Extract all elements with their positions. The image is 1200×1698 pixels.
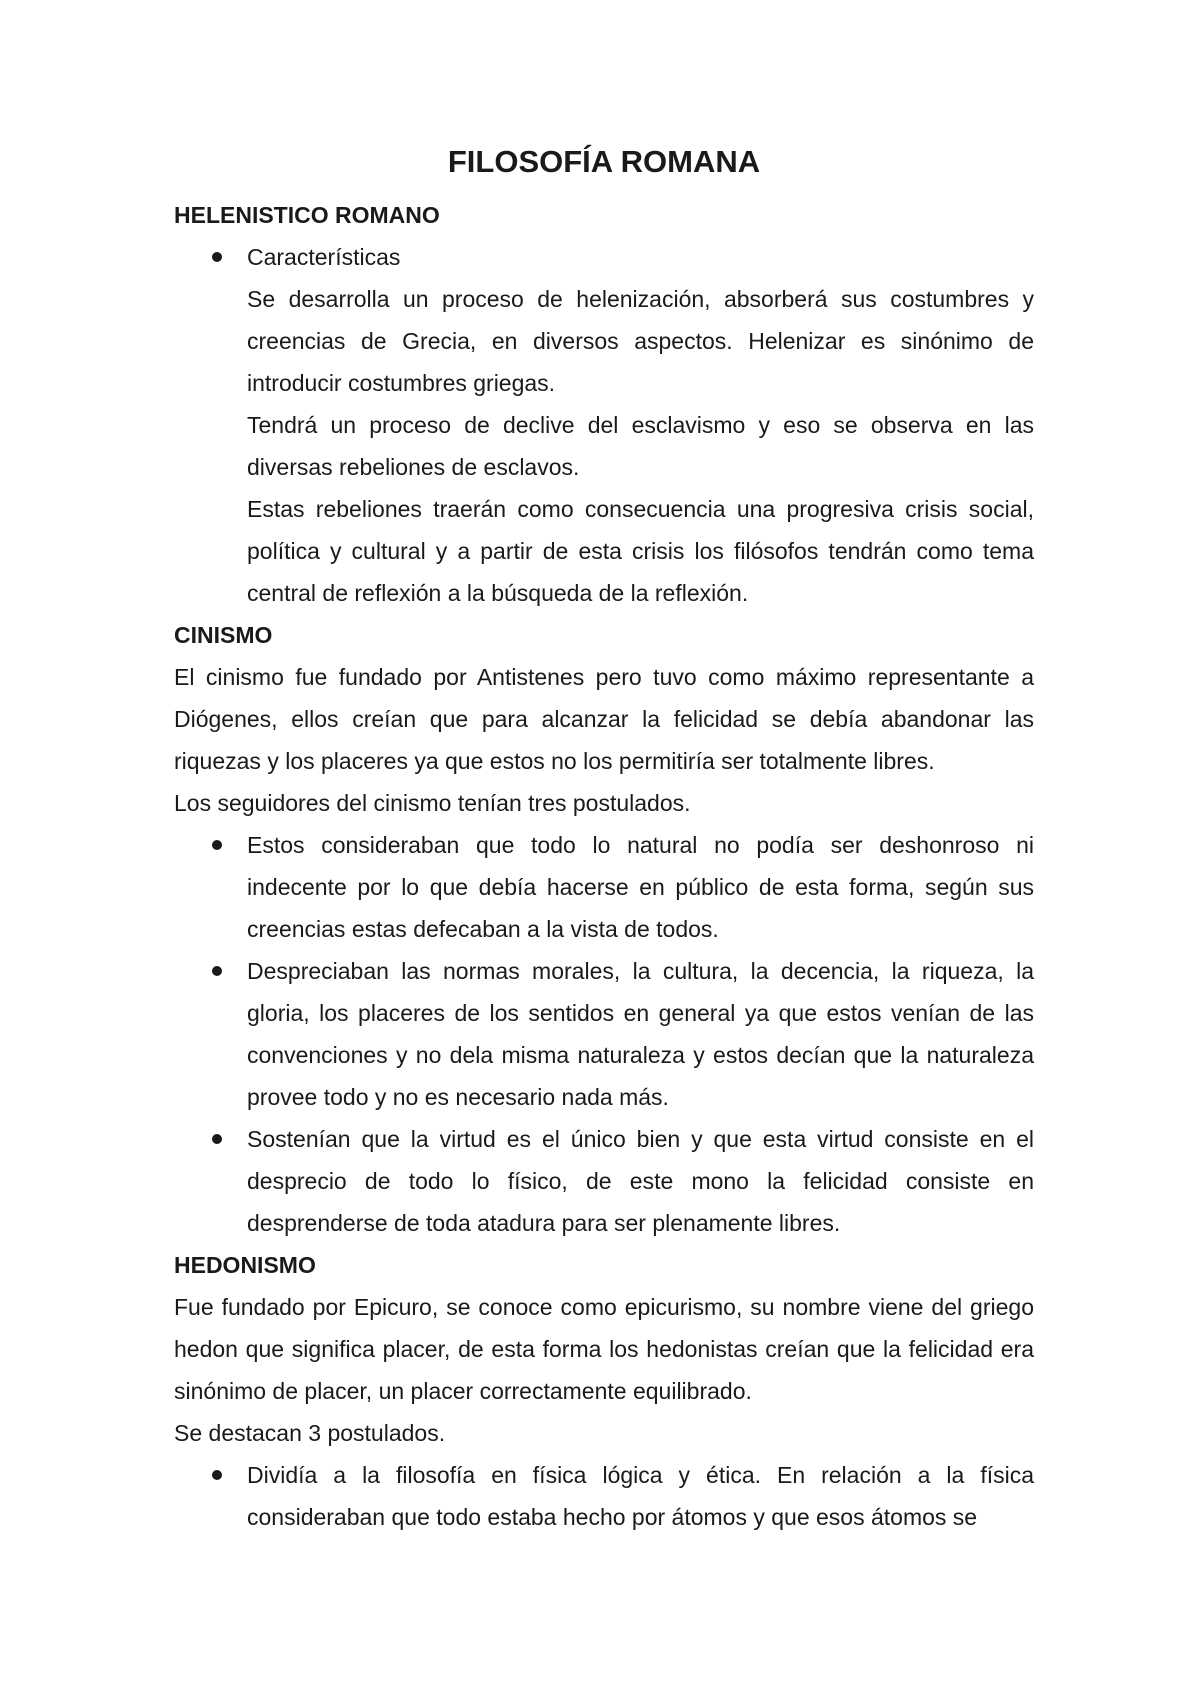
indented-paragraph: Se desarrolla un proceso de helenización, absorberá sus costumbres y creencias de Grecia, en diversos aspectos. Helenizar es sinónimo de introducir costumbres griegas. bbox=[247, 286, 1034, 396]
list-item bbox=[174, 236, 1034, 278]
list-item bbox=[174, 1118, 1034, 1244]
list-item bbox=[174, 1454, 1034, 1538]
section-heading-hedonismo: HEDONISMO bbox=[174, 1252, 316, 1278]
bullet-icon bbox=[212, 1470, 222, 1480]
list-item bbox=[174, 824, 1034, 950]
document-title: FILOSOFÍA ROMANA bbox=[447, 144, 761, 179]
bullet-icon bbox=[212, 966, 222, 976]
bullet-icon bbox=[212, 840, 222, 850]
paragraph: Se destacan 3 postulados. bbox=[174, 1420, 446, 1446]
bullet-icon bbox=[212, 252, 222, 262]
section-heading-cinismo: CINISMO bbox=[174, 622, 273, 648]
list-item-text: Sostenían que la virtud es el único bien y que esta virtud consiste en el desprecio de todo lo físico, de este mono la felicidad consiste en desprenderse de toda atadura para ser plenamente libres. bbox=[247, 1126, 1034, 1236]
list-item bbox=[174, 950, 1034, 1118]
paragraph: Fue fundado por Epicuro, se conoce como epicurismo, su nombre viene del griego hedon que significa placer, de esta forma los hedonistas creían que la felicidad era sinónimo de placer, un placer correctamente equilibrado. bbox=[174, 1294, 1034, 1404]
document-body bbox=[174, 142, 1034, 1538]
paragraph: El cinismo fue fundado por Antistenes pero tuvo como máximo representante a Diógenes, ellos creían que para alcanzar la felicidad se debía abandonar las riquezas y los placeres ya que estos no los permitiría ser totalmente libres. bbox=[174, 664, 1034, 774]
bullet-icon bbox=[212, 1134, 222, 1144]
section-heading-helenistico: HELENISTICO ROMANO bbox=[174, 202, 440, 228]
indented-paragraph: Tendrá un proceso de declive del esclavismo y eso se observa en las diversas rebeliones de esclavos. bbox=[247, 412, 1034, 480]
list-item-text: Estos consideraban que todo lo natural no podía ser deshonroso ni indecente por lo que debía hacerse en público de esta forma, según sus creencias estas defecaban a la vista de todos. bbox=[247, 832, 1034, 942]
list-item-text: Características bbox=[247, 244, 401, 270]
indented-paragraph: Estas rebeliones traerán como consecuencia una progresiva crisis social, política y cultural y a partir de esta crisis los filósofos tendrán como tema central de reflexión a la búsqueda de la reflexión. bbox=[247, 496, 1034, 606]
list-item-text: Despreciaban las normas morales, la cultura, la decencia, la riqueza, la gloria, los placeres de los sentidos en general ya que estos venían de las convenciones y no dela misma naturaleza y estos decían que la naturaleza provee todo y no es necesario nada más. bbox=[247, 958, 1034, 1110]
paragraph: Los seguidores del cinismo tenían tres postulados. bbox=[174, 790, 691, 816]
list-item-text: Dividía a la filosofía en física lógica y ética. En relación a la física consideraban que todo estaba hecho por átomos y que esos átomos se bbox=[247, 1462, 1034, 1530]
